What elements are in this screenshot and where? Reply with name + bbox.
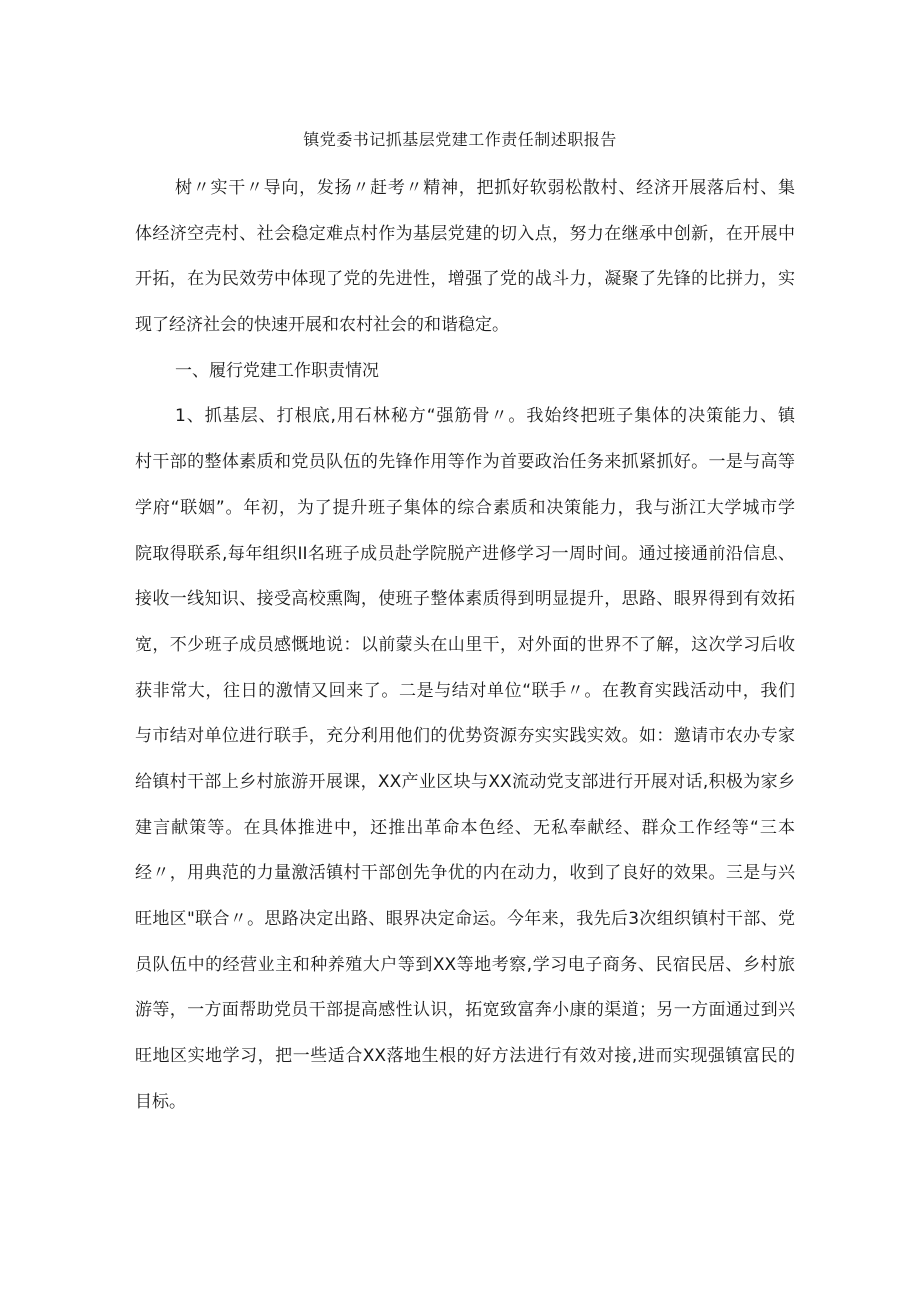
paragraph-line: 经〃，用典范的力量激活镇村干部创先争优的内在动力，收到了良好的效果。三是与兴 bbox=[135, 863, 795, 884]
document-title: 镇党委书记抓基层党建工作责任制述职报告 bbox=[303, 130, 617, 149]
paragraph-line: 旺地区实地学习，把一些适合XX落地生根的好方法进行有效对接,进而实现强镇富民的 bbox=[135, 1046, 795, 1067]
intro-line: 开拓，在为民效劳中体现了党的先进性，增强了党的战斗力，凝聚了先锋的比拼力，实 bbox=[135, 269, 795, 290]
paragraph-line: 给镇村干部上乡村旅游开展课，XX产业区块与XX流动党支部进行开展对话,积极为家乡 bbox=[135, 771, 795, 792]
paragraph-line: 员队伍中的经营业主和种养殖大户等到XX等地考察,学习电子商务、民宿民居、乡村旅 bbox=[135, 954, 795, 975]
paragraph-line: 建言献策等。在具体推进中，还推出革命本色经、无私奉献经、群众工作经等“三本 bbox=[135, 817, 795, 838]
intro-line: 现了经济社会的快速开展和农村社会的和谐稳定。 bbox=[135, 315, 509, 336]
paragraph-line: 获非常大，往日的激情又回来了。二是与结对单位“联手〃。在教育实践活动中，我们 bbox=[135, 680, 795, 701]
paragraph-line: 村干部的整体素质和党员队伍的先锋作用等作为首要政治任务来抓紧抓好。一是与高等 bbox=[135, 452, 795, 473]
document-body bbox=[135, 166, 795, 1125]
paragraph-line: 院取得联系,每年组织II名班子成员赴学院脱产进修学习一周时间。通过接通前沿信息、 bbox=[135, 543, 795, 564]
paragraph-line: 学府“联姻”。年初，为了提升班子集体的综合素质和决策能力，我与浙江大学城市学 bbox=[135, 497, 795, 518]
intro-line: 树〃实干〃导向，发扬〃赶考〃精神，把抓好软弱松散村、经济开展落后村、集 bbox=[175, 178, 795, 198]
paragraph-line: 与市结对单位进行联手，充分利用他们的优势资源夯实实践实效。如：邀请市农办专家 bbox=[135, 726, 795, 747]
paragraph-line: 游等，一方面帮助党员干部提高感性认识，拓宽致富奔小康的渠道；另一方面通过到兴 bbox=[135, 1000, 795, 1021]
intro-line: 体经济空壳村、社会稳定难点村作为基层党建的切入点，努力在继承中创新，在开展中 bbox=[135, 223, 795, 244]
paragraph-line: 目标。 bbox=[135, 1091, 186, 1112]
paragraph-line: 1、抓基层、打根底,用石林秘方“强筋骨〃。我始终把班子集体的决策能力、镇 bbox=[175, 406, 795, 427]
paragraph-line: 旺地区"联合〃。思路决定出路、眼界决定命运。今年来，我先后3次组织镇村干部、党 bbox=[135, 909, 795, 929]
paragraph-line: 宽，不少班子成员感慨地说：以前蒙头在山里干，对外面的世界不了解，这次学习后收 bbox=[135, 634, 795, 655]
paragraph-line: 接收一线知识、接受高校熏陶，使班子整体素质得到明显提升，思路、眼界得到有效拓 bbox=[135, 589, 795, 610]
section-heading: 一、履行党建工作职责情况 bbox=[175, 360, 379, 381]
